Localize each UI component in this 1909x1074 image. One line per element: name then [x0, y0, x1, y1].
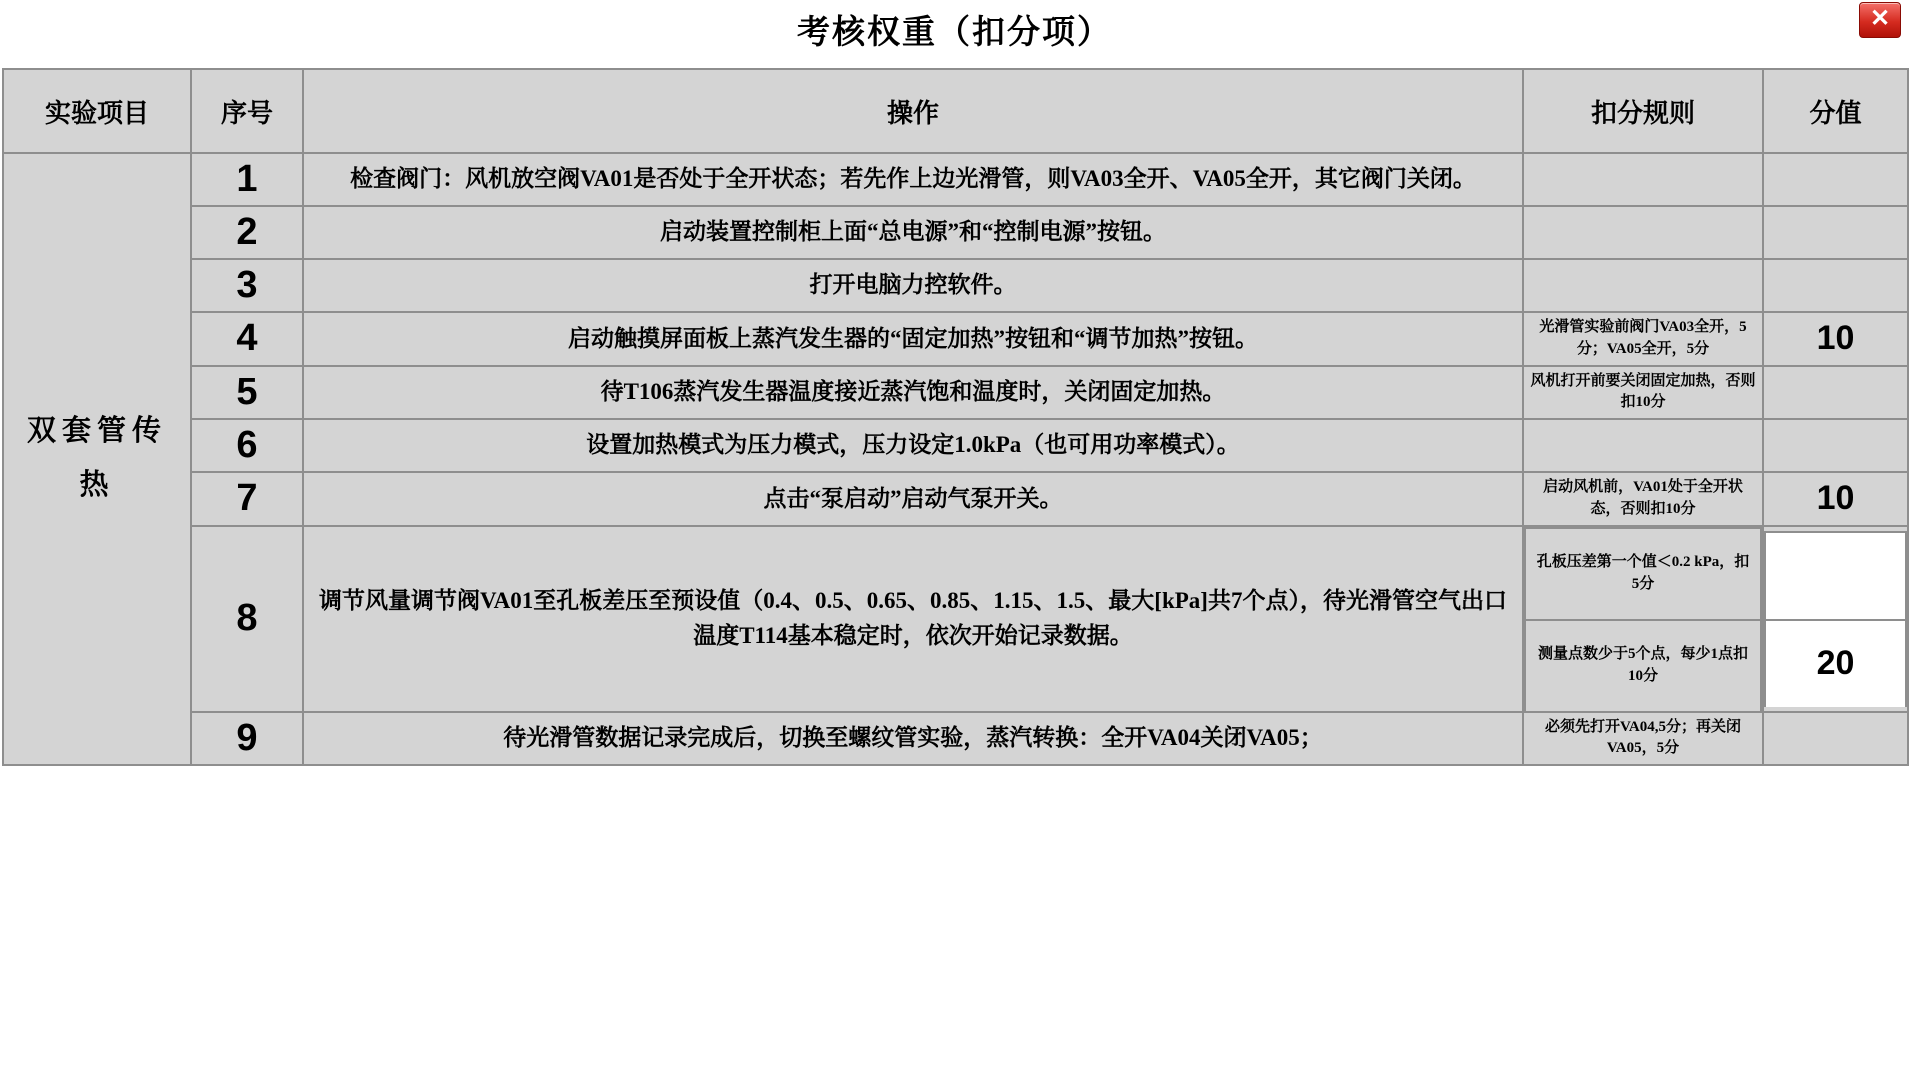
row-rule	[1523, 206, 1763, 259]
assessment-table	[2, 68, 1909, 766]
row-score-split	[1763, 526, 1908, 712]
table-row	[3, 419, 1908, 472]
row-no: 6	[191, 419, 303, 472]
row-no: 8	[191, 526, 303, 712]
row-rule	[1523, 153, 1763, 206]
row-score-a	[1765, 532, 1906, 620]
row-operation: 设置加热模式为压力模式，压力设定1.0kPa（也可用功率模式）。	[303, 419, 1523, 472]
row-score	[1763, 259, 1908, 312]
row-no: 2	[191, 206, 303, 259]
table-row	[3, 153, 1908, 206]
row-operation: 打开电脑力控软件。	[303, 259, 1523, 312]
row-operation: 点击“泵启动”启动气泵开关。	[303, 472, 1523, 526]
table-row	[3, 259, 1908, 312]
row-rule: 必须先打开VA04,5分；再关闭VA05，5分	[1523, 712, 1763, 766]
row-rule: 风机打开前要关闭固定加热，否则扣10分	[1523, 366, 1763, 420]
row-operation: 启动触摸屏面板上蒸汽发生器的“固定加热”按钮和“调节加热”按钮。	[303, 312, 1523, 366]
experiment-item-label: 双套管传热	[3, 153, 191, 765]
row-rule: 光滑管实验前阀门VA03全开，5分；VA05全开，5分	[1523, 312, 1763, 366]
assessment-table-wrapper	[0, 68, 1909, 766]
row-score-b: 20	[1765, 620, 1906, 707]
header-deduction-rule: 扣分规则	[1523, 69, 1763, 153]
table-header-row	[3, 69, 1908, 153]
header-operation: 操作	[303, 69, 1523, 153]
table-row	[3, 472, 1908, 526]
row-no: 9	[191, 712, 303, 766]
row-score	[1763, 206, 1908, 259]
row-score	[1763, 366, 1908, 420]
row-operation: 待光滑管数据记录完成后，切换至螺纹管实验，蒸汽转换：全开VA04关闭VA05；	[303, 712, 1523, 766]
table-row	[3, 366, 1908, 420]
row-operation: 启动装置控制柜上面“总电源”和“控制电源”按钮。	[303, 206, 1523, 259]
header-score: 分值	[1763, 69, 1908, 153]
row-rule	[1523, 259, 1763, 312]
row-rule-a: 孔板压差第一个值＜0.2 kPa，扣5分	[1525, 528, 1761, 620]
row-score: 10	[1763, 312, 1908, 366]
row-no: 7	[191, 472, 303, 526]
row-rule: 启动风机前，VA01处于全开状态，否则扣10分	[1523, 472, 1763, 526]
row-score	[1763, 712, 1908, 766]
table-row	[3, 312, 1908, 366]
row-rule-split	[1523, 526, 1763, 712]
row-no: 4	[191, 312, 303, 366]
table-row	[3, 526, 1908, 712]
close-icon[interactable]: ✕	[1859, 2, 1901, 38]
row-operation: 检查阀门：风机放空阀VA01是否处于全开状态；若先作上边光滑管，则VA03全开、VA05全开，其它阀门关闭。	[303, 153, 1523, 206]
header-experiment-item: 实验项目	[3, 69, 191, 153]
page-title: 考核权重（扣分项）	[797, 15, 1112, 51]
table-row	[3, 206, 1908, 259]
row-no: 5	[191, 366, 303, 420]
row-score	[1763, 153, 1908, 206]
row-rule-b: 测量点数少于5个点，每少1点扣10分	[1525, 620, 1761, 711]
header-sequence-no: 序号	[191, 69, 303, 153]
row-score: 10	[1763, 472, 1908, 526]
row-operation: 待T106蒸汽发生器温度接近蒸汽饱和温度时，关闭固定加热。	[303, 366, 1523, 420]
table-row	[3, 712, 1908, 766]
row-rule	[1523, 419, 1763, 472]
row-no: 1	[191, 153, 303, 206]
row-operation: 调节风量调节阀VA01至孔板差压至预设值（0.4、0.5、0.65、0.85、1.15、1.5、最大[kPa]共7个点），待光滑管空气出口温度T114基本稳定时，依次开始记录数据。	[303, 526, 1523, 712]
row-score	[1763, 419, 1908, 472]
row-no: 3	[191, 259, 303, 312]
